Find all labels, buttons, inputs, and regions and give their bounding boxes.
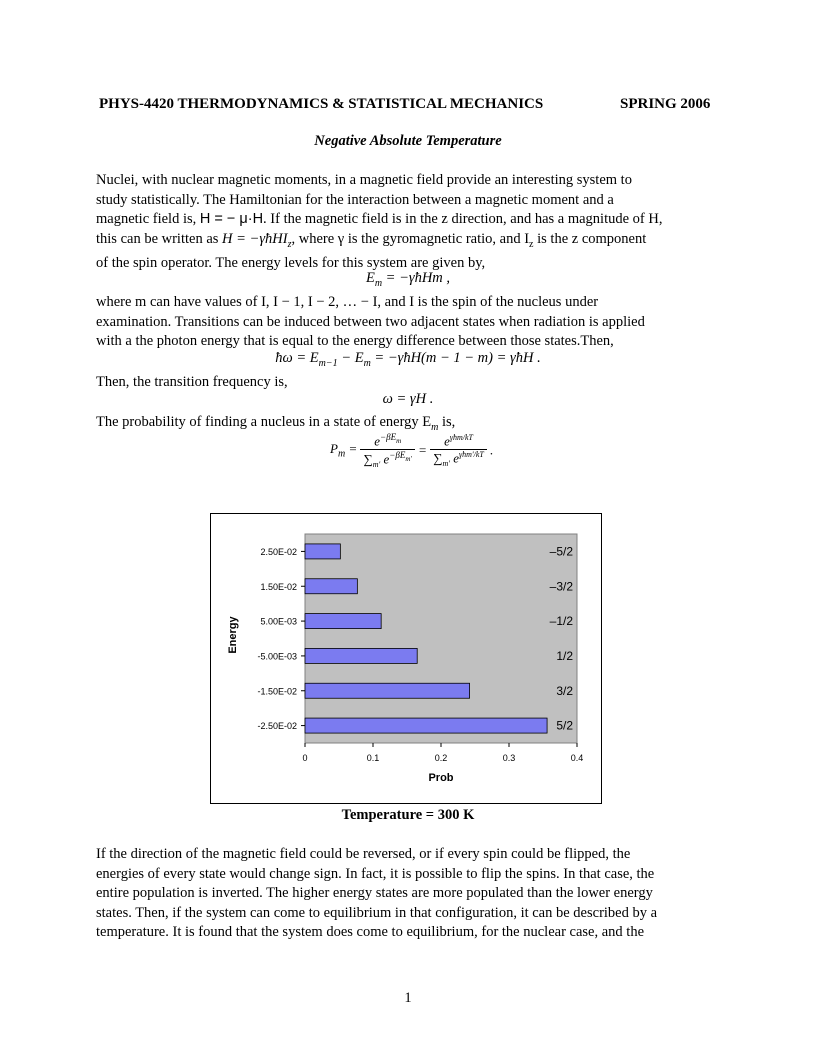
bar-label: –1/2	[549, 614, 573, 629]
text-line: Nuclei, with nuclear magnetic moments, in a magnetic field provide an interesting system to	[96, 172, 632, 188]
text-line: study statistically. The Hamiltonian for the interaction between a magnetic moment and a	[96, 191, 614, 208]
text-line: examination. Transitions can be induced between two adjacent states when radiation is applied	[96, 313, 645, 330]
text-line: where m can have values of I, I − 1, I − 2, … − I, and I is the spin of the nucleus under	[96, 294, 599, 310]
y-tick-label: -5.00E-03	[257, 651, 297, 662]
text-line: energies of every state would change sign. In fact, it is possible to flip the spins. In that case, the	[96, 865, 655, 882]
text-line: with a the photon energy that is equal to the energy difference between those states.Then,	[96, 333, 614, 349]
term-label: SPRING 2006	[620, 96, 711, 112]
probability-equation: $P_m$ = $\frac{e^{-\beta E_m}}{\sum_{m'} e^{-\beta E_{m'}}}$ = $\frac{e^{\gamma ħm/kT}}{\sum_{m'} e^{\gamma ħm'/kT}}$ .	[330, 432, 494, 470]
bar	[305, 648, 417, 663]
bar-label: –3/2	[549, 579, 573, 594]
y-tick-label: -2.50E-02	[257, 721, 297, 732]
probability-bar-chart	[210, 513, 602, 804]
x-tick-label: 0.2	[434, 753, 448, 763]
text-line: magnetic field is, H = − μ·H. If the magnetic field is in the z direction, and has a magnitude of H,	[96, 211, 663, 227]
text-line: The probability of finding a nucleus in a state of energy $E_m$ is,	[96, 414, 456, 433]
bar-label: 1/2	[556, 648, 573, 663]
bar	[305, 579, 357, 594]
paragraph-intro	[96, 171, 720, 273]
text-line: of the spin operator. The energy levels for this system are given by,	[96, 254, 486, 271]
x-tick-label: 0.4	[570, 753, 584, 763]
plot-area	[305, 534, 577, 743]
bar	[305, 683, 470, 698]
text-line: Then, the transition frequency is,	[96, 374, 288, 390]
course-title: PHYS-4420 THERMODYNAMICS & STATISTICAL MECHANICS	[99, 96, 544, 112]
text-line: temperature. It is found that the system does come to equilibrium, for the nuclear case, and the	[96, 924, 645, 940]
photon-energy-equation: ħω = $E_{m-1} - E_m$ = −γħH(m − 1 − m) = γħH .	[275, 350, 541, 369]
y-tick-label: 1.50E-02	[260, 581, 297, 592]
text-line: If the direction of the magnetic field could be reversed, or if every spin could be flipped, the	[96, 846, 631, 862]
bar	[305, 614, 381, 629]
text-line: states. Then, if the system can come to equilibrium in that configuration, it can be described by a	[96, 904, 658, 921]
hamiltonian-z-equation: H = −γħHI$_z$	[222, 230, 292, 250]
bar-label: 5/2	[556, 718, 573, 733]
x-tick-label: 0.3	[502, 753, 516, 763]
paragraph-transitions	[96, 293, 720, 352]
x-axis-label: Prob	[428, 772, 454, 784]
chart-caption: Temperature = 300 K	[341, 807, 475, 823]
frequency-equation: ω = γH .	[382, 391, 434, 407]
bar-label: 3/2	[556, 683, 573, 698]
bar	[305, 544, 340, 559]
y-tick-label: -1.50E-02	[257, 686, 297, 697]
y-axis-label: Energy	[227, 616, 239, 654]
text-line: entire population is inverted. The higher energy states are more populated than the lower energy	[96, 885, 653, 901]
bar-label: –5/2	[549, 544, 573, 559]
y-tick-label: 5.00E-03	[260, 616, 297, 627]
text-line: this can be written as H = −γħHI$_z$, where γ is the gyromagnetic ratio, and $I_z$ is the z component	[96, 230, 647, 250]
x-tick-label: 0.1	[366, 753, 380, 763]
energy-level-equation: $E_m$ = −γħHm ,	[365, 270, 451, 289]
x-tick-label: 0	[302, 753, 308, 763]
paragraph-inversion	[96, 845, 720, 943]
document-title: Negative Absolute Temperature	[314, 133, 502, 149]
hamiltonian-equation: H = − μ·H	[199, 211, 264, 227]
y-tick-label: 2.50E-02	[260, 546, 297, 557]
page-number: 1	[404, 990, 412, 1006]
bar	[305, 718, 547, 733]
